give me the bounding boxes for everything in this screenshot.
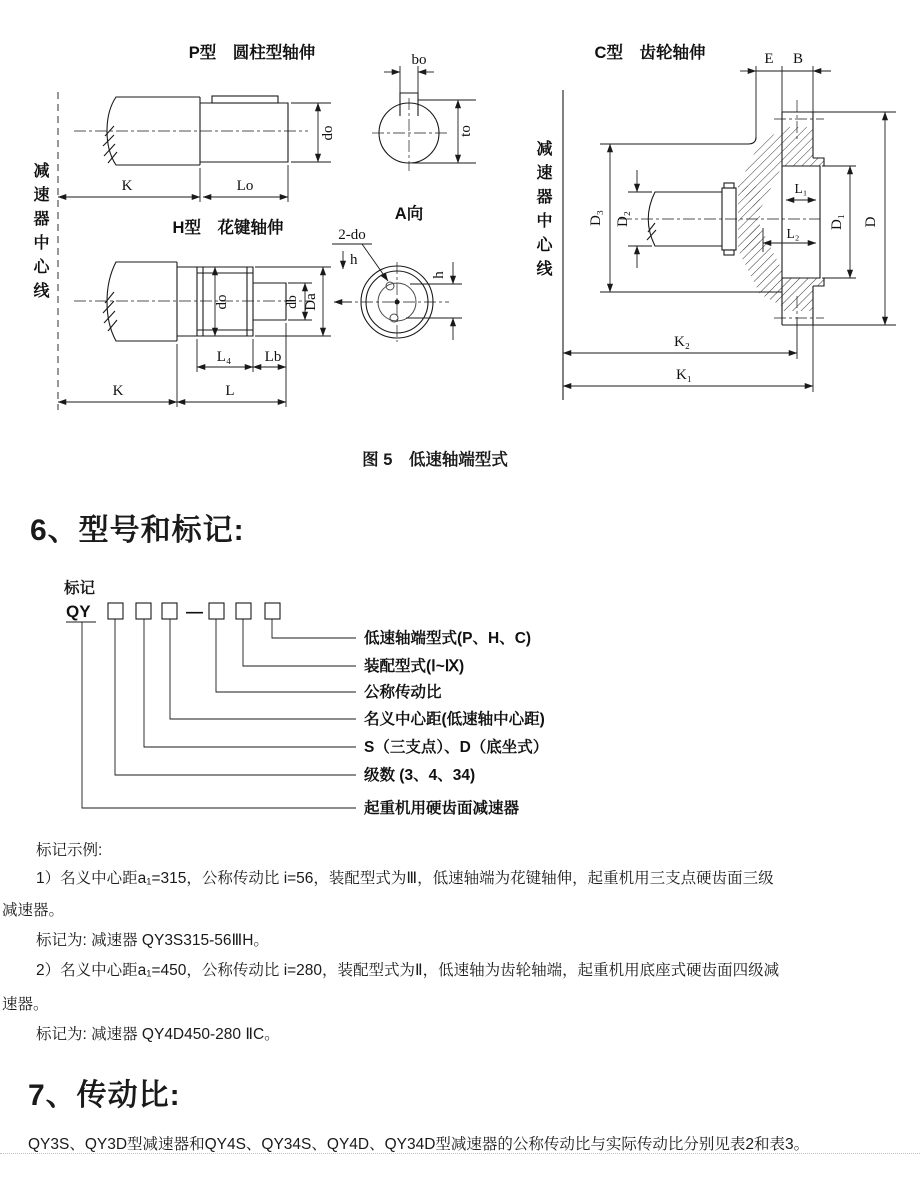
example-label: 标记示例: [36, 842, 103, 859]
l1-label: L₁ [794, 181, 808, 196]
end-plate-notch-bottom [724, 250, 734, 255]
code-digit-box [162, 603, 177, 619]
designation-code [66, 602, 280, 622]
code-digit-box [265, 603, 280, 619]
end-plate-notch-top [724, 183, 734, 188]
h-l-label: L [225, 383, 235, 399]
d-label: D [863, 216, 879, 228]
h-type-shaft-outline [107, 262, 197, 341]
example2-mark: 标记为: 减速器 QY4D450-280 ⅡC。 [36, 1026, 280, 1043]
callout-shaft-end-type: 低速轴端型式(P、H、C) [364, 630, 532, 647]
section-7-body: QY3S、QY3D型减速器和QY4S、QY34S、QY4D、QY34D型减速器的公称传动比与实际传动比分别见表2和表3。 [28, 1136, 810, 1153]
callout-assembly-type: 装配型式(Ⅰ~Ⅸ) [364, 658, 465, 675]
p-type-shaft-outline [107, 97, 288, 165]
to-label: to [458, 125, 474, 137]
callout-nominal-ratio: 公称传动比 [364, 684, 442, 701]
k-label: K [121, 178, 133, 194]
p-type-diagram [58, 42, 336, 202]
bottom-divider-line [0, 1153, 920, 1154]
a-view-diagram [372, 52, 476, 223]
connector-line [216, 619, 356, 692]
two-do-label: 2-do [338, 227, 366, 243]
p-type-key [212, 96, 278, 103]
section-7-heading: 7、传动比: [28, 1079, 181, 1112]
k2-label: K₂ [673, 334, 691, 350]
connector-line [82, 622, 356, 808]
do-label: do [320, 125, 336, 141]
code-digit-box [236, 603, 251, 619]
code-digit-box [108, 603, 123, 619]
bo-label: bo [411, 52, 427, 68]
code-separator: — [186, 602, 203, 621]
example2-line2: 速器。 [2, 996, 49, 1013]
example1-line2: 减速器。 [2, 902, 65, 919]
c-type-diagram [563, 42, 896, 400]
example2-line1: 2）名义中心距a₁=450，公称传动比 i=280，装配型式为Ⅱ，低速轴为齿轮轴端，起重机用底座式硬齿面四级减 [36, 962, 780, 979]
upper-flange-hatch [782, 127, 824, 166]
callout-connectors [82, 619, 356, 808]
h-k-label: K [112, 383, 124, 399]
h-type-diagram [58, 217, 462, 407]
reducer-centerline-text-right: 减速器中心线 [534, 140, 551, 284]
example1-line1: 1）名义中心距a₁=315，公称传动比 i=56，装配型式为Ⅲ，低速轴端为花键轴伸，起重机用三支点硬齿面三级 [36, 870, 774, 887]
l4-label: L₄ [216, 349, 232, 365]
l2-label: L₂ [786, 226, 800, 241]
section-6-heading: 6、型号和标记: [30, 514, 245, 547]
h-type-title: H型 花键轴伸 [172, 219, 284, 237]
mark-label: 标记 [64, 580, 96, 597]
callout-center-distance: 名义中心距(低速轴中心距) [364, 711, 545, 728]
h-do-label: do [214, 294, 230, 310]
p-type-title: P型 圆柱型轴伸 [188, 44, 316, 62]
b-label: B [792, 51, 804, 67]
code-digit-box [209, 603, 224, 619]
d3-label: D₃ [588, 209, 604, 227]
h-type-pilot-shaft [253, 283, 286, 320]
d1-label: D₁ [829, 213, 845, 231]
da-label: Da [303, 293, 319, 311]
example1-mark: 标记为: 减速器 QY3S315-56ⅢH。 [36, 932, 269, 949]
e-label: E [764, 51, 774, 67]
p-type-break-hatch [103, 126, 117, 163]
callout-labels [364, 628, 548, 817]
callout-mount-style: S（三支点）、D（底坐式） [364, 739, 549, 756]
code-digit-box [136, 603, 151, 619]
k1-k2-extension-lines [797, 318, 813, 392]
shaft-end-types-drawing [0, 0, 920, 470]
figure-5-drawing-area [0, 0, 920, 470]
db-label: db [284, 295, 299, 309]
connector-line [243, 619, 356, 666]
model-designation-diagram [0, 595, 920, 830]
h-top-label: h [350, 252, 358, 268]
callout-series-name: 起重机用硬齿面减速器 [364, 800, 520, 817]
eb-extension-lines [756, 66, 813, 137]
connector-line [115, 619, 356, 775]
figure-caption: 图 5 低速轴端型式 [362, 451, 508, 469]
bo-extension-lines [400, 66, 418, 96]
k1-label: K₁ [675, 367, 693, 383]
h-side-ref-lines [406, 284, 462, 318]
a-view-title: A向 [394, 205, 424, 223]
callout-stage-count: 级数 (3、4、34) [364, 767, 476, 784]
reducer-centerline-text-left: 减速器中心线 [31, 162, 48, 306]
lower-flange-hatch [782, 278, 824, 311]
c-type-title: C型 齿轮轴伸 [594, 44, 706, 62]
two-do-leader [362, 244, 388, 281]
lb-label: Lb [264, 349, 282, 365]
h-side-label: h [431, 271, 447, 279]
connector-line [272, 619, 356, 638]
code-prefix: QY [66, 602, 91, 621]
lo-label: Lo [236, 178, 254, 194]
d2-label: D₂ [615, 210, 631, 228]
connector-line [170, 619, 356, 719]
